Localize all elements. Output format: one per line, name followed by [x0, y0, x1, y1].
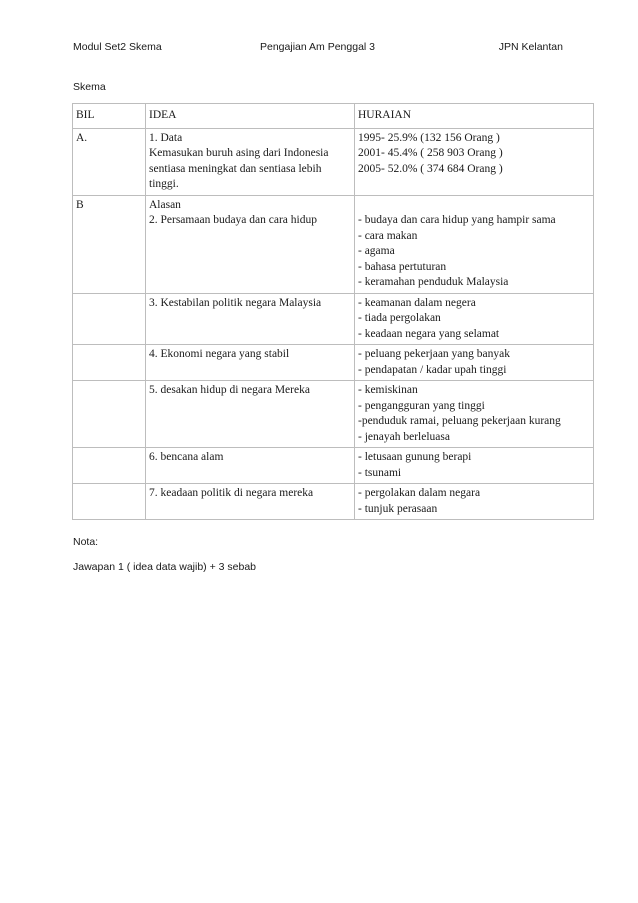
cell-idea [146, 448, 355, 484]
huraian-line: 2005- 52.0% ( 374 684 Orang ) [358, 162, 503, 175]
cell-idea [146, 484, 355, 520]
idea-line: Alasan [149, 198, 181, 211]
cell-huraian [355, 128, 594, 195]
notes-label: Nota: [73, 536, 99, 548]
cell-idea [146, 381, 355, 448]
header-organization: JPN Kelantan [498, 41, 563, 53]
huraian-line: - kemiskinan [358, 384, 418, 396]
cell-bil [73, 345, 146, 381]
cell-idea [146, 293, 355, 345]
cell-idea [146, 345, 355, 381]
table-body [73, 128, 594, 520]
cell-bil [73, 448, 146, 484]
cell-bil: A. [73, 128, 146, 195]
cell-bil: B [73, 195, 146, 293]
cell-huraian [355, 195, 594, 293]
huraian-line: 2001- 45.4% ( 258 903 Orang ) [358, 147, 503, 159]
cell-idea [146, 128, 355, 195]
huraian-line: - pergolakan dalam negara [358, 487, 481, 499]
idea-line: 6. bencana alam [149, 451, 224, 463]
huraian-line: - tiada pergolakan [358, 312, 441, 324]
table-row [73, 293, 594, 345]
huraian-line: - keadaan negara yang selamat [358, 327, 500, 340]
huraian-line: - pengangguran yang tinggi [358, 399, 485, 412]
idea-line: 1. Data [149, 131, 183, 144]
table-header-row [73, 104, 594, 129]
table-row [73, 381, 594, 448]
column-header-idea: IDEA [146, 104, 355, 129]
idea-line: Kemasukan buruh asing dari Indonesia sentiasa meningkat dan sentiasa lebih tinggi. [149, 147, 329, 190]
huraian-spacer [358, 198, 591, 214]
skema-table [72, 103, 594, 520]
table-row [73, 195, 594, 293]
notes-text: Jawapan 1 ( idea data wajib) + 3 sebab [73, 561, 256, 573]
huraian-line: - letusaan gunung berapi [358, 451, 472, 463]
huraian-line: 1995- 25.9% (132 156 Orang ) [358, 131, 500, 144]
idea-line: 4. Ekonomi negara yang stabil [149, 348, 290, 360]
huraian-line: - bahasa pertuturan [358, 260, 447, 273]
table-row [73, 345, 594, 381]
cell-bil [73, 484, 146, 520]
header-subject: Pengajian Am Penggal 3 [260, 41, 376, 53]
column-header-bil: BIL [73, 104, 146, 129]
cell-bil [73, 293, 146, 345]
huraian-line: -penduduk ramai, peluang pekerjaan kurang [358, 415, 561, 427]
huraian-line: - jenayah berleluasa [358, 430, 450, 443]
huraian-line: - peluang pekerjaan yang banyak [358, 348, 510, 360]
cell-huraian [355, 484, 594, 520]
table-row [73, 128, 594, 195]
table-row [73, 484, 594, 520]
section-label: Skema [73, 81, 106, 93]
idea-line: 5. desakan hidup di negara Mereka [149, 384, 310, 396]
cell-huraian [355, 293, 594, 345]
huraian-line: - keamanan dalam negera [358, 296, 476, 309]
page-header [73, 41, 567, 55]
cell-huraian [355, 381, 594, 448]
cell-huraian [355, 448, 594, 484]
huraian-line: - tsunami [358, 466, 402, 479]
huraian-line: - pendapatan / kadar upah tinggi [358, 363, 507, 376]
header-module-title: Modul Set2 Skema [73, 41, 162, 53]
huraian-line: - agama [358, 245, 395, 257]
cell-bil [73, 381, 146, 448]
cell-idea [146, 195, 355, 293]
idea-line: 7. keadaan politik di negara mereka [149, 487, 314, 499]
column-header-huraian: HURAIAN [355, 104, 594, 129]
cell-huraian [355, 345, 594, 381]
huraian-line: - cara makan [358, 229, 418, 242]
huraian-line: - keramahan penduduk Malaysia [358, 276, 509, 288]
idea-line: 2. Persamaan budaya dan cara hidup [149, 214, 317, 226]
huraian-line: - budaya dan cara hidup yang hampir sama [358, 214, 556, 226]
huraian-line: - tunjuk perasaan [358, 502, 438, 515]
table-row [73, 448, 594, 484]
idea-line: 3. Kestabilan politik negara Malaysia [149, 296, 322, 309]
